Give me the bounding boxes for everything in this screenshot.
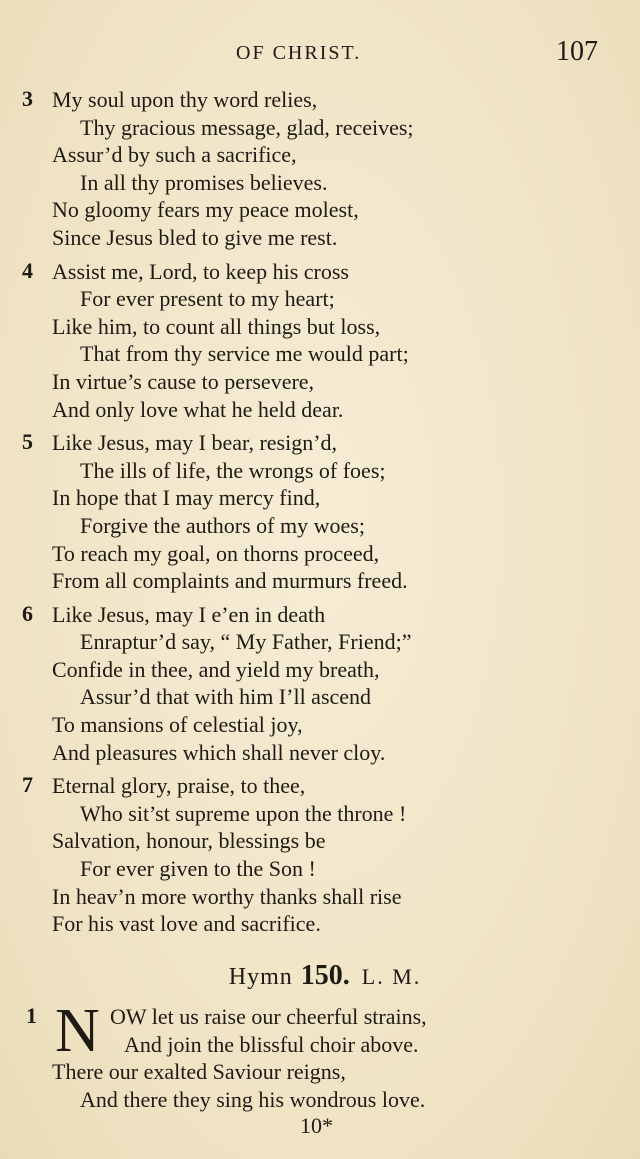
verse-line: Confide in thee, and yield my breath, (52, 656, 380, 682)
verse-line: Who sit’st supreme upon the throne ! (80, 800, 407, 826)
verse-number: 6 (22, 600, 33, 626)
verse-line: My soul upon thy word relies, (52, 87, 318, 112)
verse-line: Like Jesus, may I e’en in death (52, 601, 326, 627)
verse-line: That from thy service me would part; (80, 341, 409, 367)
verse-number: 1 (26, 1003, 37, 1028)
verse-line: For his vast love and sacrifice. (52, 911, 321, 937)
verse-line: In heav’n more worthy thanks shall rise (52, 883, 402, 909)
verse-line: From all complaints and murmurs freed. (52, 568, 408, 594)
verse-number: 5 (22, 429, 33, 455)
verse-line: And there they sing his wondrous love. (80, 1086, 426, 1112)
hymn-first-verse (0, 997, 640, 1113)
stanza (0, 86, 640, 252)
stanza (0, 258, 640, 424)
verse-line: Assist me, Lord, to keep his cross (52, 258, 349, 284)
verse-number: 4 (22, 257, 33, 283)
stanza (0, 772, 640, 938)
verse-line: Forgive the authors of my woes; (80, 512, 365, 538)
verse-line: Eternal glory, praise, to thee, (52, 773, 306, 799)
verse-number: 3 (22, 86, 33, 111)
verse-line: To mansions of celestial joy, (52, 712, 303, 738)
verse-line: Assur’d by such a sacrifice, (52, 142, 297, 168)
verse-line: Assur’d that with him I’ll ascend (80, 684, 372, 710)
verse-line: For ever present to my heart; (80, 286, 335, 312)
verse-line: In all thy promises believes. (80, 169, 328, 195)
hymn-heading (0, 960, 640, 992)
hymn-meter: L. M. (361, 964, 422, 989)
running-title: OF CHRIST. (236, 42, 362, 64)
verse-line: For ever given to the Son ! (80, 856, 316, 882)
hymn-number: 150. (300, 960, 350, 991)
page-number: 107 (556, 36, 598, 67)
verse-line: The ills of life, the wrongs of foes; (80, 457, 386, 483)
verse-line: Like him, to count all things but loss, (52, 313, 381, 339)
verse-line: And join the blissful choir above. (124, 1031, 419, 1057)
verse-line: There our exalted Saviour reigns, (52, 1059, 346, 1084)
signature-mark: 10* (300, 1113, 333, 1138)
page-header (0, 36, 640, 76)
verse-line: OW let us raise our cheerful strains, (110, 1004, 427, 1029)
verse-line: No gloomy fears my peace molest, (52, 197, 359, 223)
stanza (0, 429, 640, 595)
verse-line: Like Jesus, may I bear, resign’d, (52, 430, 338, 456)
verse-line: Since Jesus bled to give me rest. (52, 224, 338, 250)
hymn-verses (0, 86, 640, 944)
verse-line: To reach my goal, on thorns proceed, (52, 540, 380, 566)
verse-line: Enraptur’d say, “ My Father, Friend;” (80, 629, 412, 655)
verse-line: And only love what he held dear. (52, 396, 344, 422)
verse-line: In hope that I may mercy find, (52, 485, 321, 511)
verse-line: And pleasures which shall never cloy. (52, 739, 386, 765)
hymn-word: Hymn (228, 964, 293, 990)
stanza (0, 601, 640, 767)
verse-line: Salvation, honour, blessings be (52, 828, 326, 854)
verse-number: 7 (22, 772, 33, 798)
verse-line: Thy gracious message, glad, receives; (80, 114, 414, 140)
drop-cap: N (55, 997, 100, 1065)
verse-line: In virtue’s cause to persevere, (52, 368, 315, 394)
